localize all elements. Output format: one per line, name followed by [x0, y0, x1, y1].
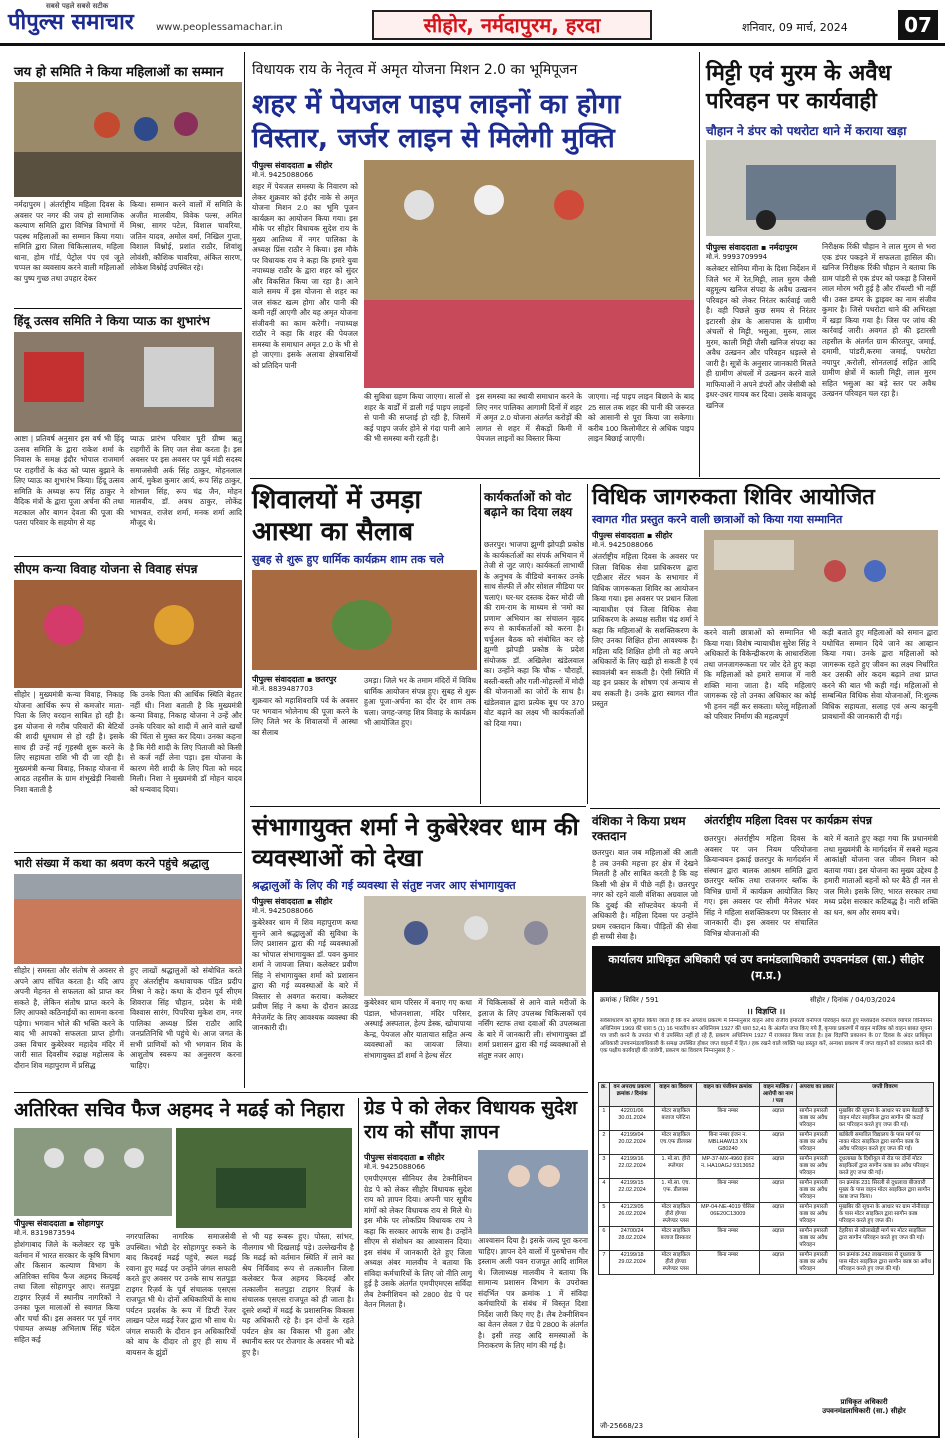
headline-hindu: हिंदू उत्सव समिति ने किया प्याऊ का शुभारंभ — [14, 314, 210, 328]
photo-women-honour — [14, 82, 242, 197]
byline-place: सीहोर — [315, 161, 333, 170]
byline-place: नर्मदापुरम — [769, 243, 798, 252]
body-vidhik-1: अंतर्राष्ट्रीय महिला दिवस के अवसर पर जिला विधिक सेवा प्राधिकरण द्वारा एडीआर सेंटर भवन के सभागार में विधिक जागरूकता शिविर का आयोजन किया गया। इस अवसर पर प्रधान जिला न्यायाधीश एवं जिला विधिक सेवा प्राधिकरण के अध्यक्ष सतीश चंद्र शर्मा ने कहा कि महिलाओं के सशक्तिकरण के लिए उनका शिक्षित होना आवश्यक है। महिला यदि शिक्षित होगी तो वह अपने अधिकारों के लिए खड़ी हो सकती है एवं स्वावलंबी बन सकती है। ऐसी स्थिति में वह इन प्रकार के शोषण एवं अन्याय से बच सकती है। उनके द्वारा स्वागत गीत प्रस्तुत — [592, 552, 698, 708]
photo-bhoomi-pujan — [364, 160, 694, 388]
column-divider — [699, 52, 700, 477]
headline-cm-vivah: सीएम कन्या विवाह योजना से विवाह संपन्न — [14, 562, 198, 576]
body-mining-2: निरीक्षक रिंकी चौहान ने लाल मुरम से भरा एक डंपर पकड़ने में सफलता हासिल की। खनिज निरीक्षक रिंकी चौहान ने बताया कि ग्राम पांडरी से एक डंपर को पकड़ा है जिसमें लाल मोरम भरी हुई है और रॉयल्टी भी नहीं थी। उक्त डम्पर के ड्राइवर का नाम संजीव कुमार है। जिसे पथरोटा थाने की अभिरक्षा में खड़ा किया गया है। जिस पर जांच की कार्रवाई जारी। अवगत हो की इटारसी तहसील के अंतर्गत ग्राम कीरतपुर, जमाई, दमामी, पांडरी,करमा जमाई, पथरोटा नयापुर ,करोली, सोनतलाई सहित आदि ग्रामीण क्षेत्रों में काली मिट्टी, लाल मुरम सहित भसुआ का बड़े स्तर पर अवैध उत्खनन परिवहन चल रहा है। — [822, 242, 936, 398]
byline-place: छतरपुर — [315, 675, 337, 684]
body-vidhik-3: कड़ी बताते हुए महिलाओं को समान द्वारा यथोचित सम्मान दिये जाने का आव्हान किया गया। उनके द्वारा महिलाओं को जागरूक रहते हुए जीवन का लक्ष्य निर्धारित कर उसकी ओर कदम बढ़ाने तथा प्राप्त करने की बात भी कही गई। महिलाओं से सम्बन्धित विधिक सेवा योजनाओं, नि:शुल्क विधिक सहायता, सलाह एवं अन्य कानूनी प्रावधानों की जानकारी दी गई। — [822, 628, 938, 721]
photo-dumper — [706, 140, 936, 236]
section-rule — [14, 556, 242, 557]
notice-cell: 6 — [599, 1227, 610, 1251]
byline-phone: मो.नं. 9425088066 — [592, 541, 654, 549]
kicker-pipeline: विधायक राय के नेतृत्व में अमृत योजना मिशन 2.0 का भूमिपूजन — [252, 62, 578, 78]
region-banner: सीहोर, नर्मदापुरम, हरदा — [372, 10, 652, 40]
notice-cell: सागौन इमारती काष्ठ का अवैध परिवहन — [797, 1251, 837, 1275]
notice-cell: अज्ञात — [759, 1203, 797, 1227]
notice-cell: MP-37-MX-4960 इंजन न. HA10AGJ 9313652 — [696, 1155, 759, 1179]
headline-commissioner: संभागायुक्त शर्मा ने कुबेरेश्वर धाम की व्यवस्थाओं को देखा — [252, 813, 579, 872]
notice-cell: सागौन इमारती काष्ठ का अवैध परिवहन — [797, 1227, 837, 1251]
byline-name: पीपुल्स संवाददाता — [252, 897, 305, 906]
notice-cell: अज्ञात — [759, 1179, 797, 1203]
byline-commissioner: पीपुल्स संवाददाता ▪ सीहोर मो.नं. 9425088066 — [252, 896, 372, 916]
body-faiz-3: से भी यह रूबरू हुए। पोस्ता, सांभर, नीलगाय भी दिखलाई पड़े। उल्लेखनीय है कि मढई को वर्तमान स्थिति में लाने का श्रेय निर्विवाद रूप से तत्कालीन जिला कलेक्टर फैज अहमद किदवई और तत्कालीन सतपुड़ा टाइगर रिज़र्व के संचालक एसएस राजपूत को ही जाता है। दूसरे शब्दों में मढई के प्रशासनिक विकास यह अधिकारी रहे है। इन दोनों के रहते पर्यटन क्षेत्र का विकास भी हुआ और स्थानीय स्तर पर रोजगार के अवसर भी बढे हुए है। — [242, 1232, 354, 1357]
byline-name: पीपुल्स संवाददाता — [364, 1153, 417, 1162]
headline-mining: मिट्टी एवं मुरम के अवैध परिवहन पर कार्यवाही — [706, 61, 892, 114]
byline-place: सोहागपुर — [77, 1219, 104, 1228]
photo-vidhik-camp — [704, 530, 938, 626]
notice-header-cell: वाहन का पंजीयन क्रमांक — [696, 1083, 759, 1107]
subhead-shivalaya: सुबह से शुरू हुए धार्मिक कार्यक्रम शाम तक चले — [252, 553, 444, 566]
subhead-mining: चौहान ने डंपर को पथरोटा थाने में कराया खड़ा — [706, 124, 907, 138]
notice-title: कार्यालय प्राधिकृत अधिकारी एवं उप वनमंडलाधिकारी उपवनमंडल (सा.) सीहोर (म.प्र.) — [594, 948, 938, 992]
body-katha-2: हुए लाखों श्रद्धालुओं को संबोधित करते हुए अंतर्राष्ट्रीय कथावाचक पंडित प्रदीप मिश्रा ने कहे। कथा के दौरान पूर्व सीएम शिवराज सिंह चौहान, प्रदेश के मंत्री विश्वास सारंग, पिपरिया मुकेश राम, नगर पालिका अध्यक्ष प्रिंस राठौर आदि जनप्रतिनिधि भी पहुंचे थे। आज जगत के सभी प्राणियों को भी भगवान शिव के आशुतोष स्वरूप का अनुसरण करना चाहिए। — [130, 966, 242, 1070]
photo-crowd — [14, 874, 242, 964]
body-faiz-2: नगरपालिका नागरिक समाजसेवी उपस्थित। भोडी देर सोहागपुर रुकने के बाद किदवई मढई पहुंचे, स्थल मढई रवाना हुए मढई पर उन्होंने जंगल सफारी करते हुए अवसर पर उनके साथ सतपुड़ा टाइगर रिज़र्व के पूर्व संचालक एसएस राजपूत भी थे। दोनों अधिकारियों के साथ पर्यटन प्रदर्शक के रूप में डिप्टी रेंजर लाखन पटेल मढई रेंजर द्वारा भी साथ थे। जंगल सफारी के दौरान इन अधिकारियों को बाघ के दीदार तो हुए ही साथ में बायसन के झुंडों — [126, 1232, 236, 1357]
body-mining-1: कलेक्टर सोनिया मीना के दिशा निर्देशन में जिले भर में रेत,मिट्टी, लाल मुरम जैसी बहुमूल्य खनिज संपदा के अवैध उत्खनन परिवहन को लेकर निरंतर कार्रवाई जारी है। वही पिछले कुछ समय से निरंतर इटारसी क्षेत्र के आसपास के ग्रामीण अंचलों से मिट्टी, भसुआ, मुरुम, लाल मुरम, काली मिट्टी जैसी खनिज संपदा का अवैध उत्खनन और परिवहन धड़ल्ले से जारी है। सूत्रों के अनुसार जानकारी मिलते ही ग्रामीण अंचलों में उत्खनन करने वाले माफियाओं ने अपने डंपरों और जेसीबी को इधर-उधर गायब कर दिया। उसके बावजूद खनिज — [706, 264, 816, 410]
notice-row — [599, 1107, 934, 1131]
photo-wedding — [14, 580, 242, 688]
notice-cell: 24700/24 28.02.2024 — [609, 1227, 655, 1251]
notice-row — [599, 1179, 934, 1203]
byline-faiz: पीपुल्स संवाददाता ▪ सोहागपुर मो.नं. 8319873594 — [14, 1218, 172, 1238]
notice-subject: ।। विज्ञप्ति ।। — [746, 1007, 786, 1016]
photo-pyau — [14, 332, 242, 432]
section-rule — [590, 808, 940, 809]
notice-table-wrap — [598, 1082, 934, 1275]
body-pipeline-2: की सुविधा ग्रहण किया जाएगा। सालों से शहर के वार्डों में डाली गई पाइप लाइनों से पानी की सप्लाई हो रही है, जिसमें कई पाइप जर्जर होने से गंदा पानी आने की भी समस्या बनी रहती है। — [364, 392, 470, 443]
body-mahila-2: बारे में बताते हुए कहा गया कि प्रधानमंत्री तथा मुख्यमंत्री के मार्गदर्शन में सबसे महत्व आकांक्षी योजना जल जीवन मिशन को बताया गया। इस योजना का मुख्य उद्देश्य है हमारी माताओं बहनों को घर बैठे ही नल से जल मिले। इसके लिए, भारत सरकार तथा मध्य प्रदेश सरकार कटिबद्ध है। नारी शक्ति का धन, श्रम और समय बचे। — [824, 834, 938, 917]
notice-header-cell: जप्ती विवरण — [836, 1083, 933, 1107]
notice-cell: बिना नम्बर इंजन न. MBLHAW13 XN G80240 — [696, 1131, 759, 1155]
notice-cell: 4 — [599, 1179, 610, 1203]
byline-phone: मो.नं. 9993709994 — [706, 253, 768, 261]
byline-vidhik: पीपुल्स संवाददाता ▪ सीहोर मो.नं. 9425088066 — [592, 530, 712, 550]
body-gradepay-1: एमपीएमएस सीनियर लैब टेक्नीशियन ग्रेड पे को लेकर सीहोर विधायक सुदेश राय को ज्ञापन दिया। अपनी चार सूत्रीय मांगों को लेकर विधायक राय से मिले थे। इस मौके पर लोकप्रिय विधायक राय ने कहा कि सरकार आपके साथ है। उन्होंने सीएम से संशोधन का आश्वासन दिया। इस संबंध में जानकारी देते हुए जिला अध्यक्ष अंबर मालवीय ने बताया कि संविदा कर्मचारियों के लिए जो नीति लागू हुई है उसके अंतर्गत एमपीएमएस सर्विदा लैब टेक्नीशियन को 2800 ग्रेड पे पर वेतन मिलता है। — [364, 1174, 472, 1309]
byline-name: पीपुल्स संवाददाता — [592, 531, 645, 540]
notice-cell: अज्ञात — [759, 1155, 797, 1179]
notice-cell: अज्ञात — [759, 1131, 797, 1155]
notice-cell: वन क्रमांक 231 सिरली से दूधलावा बीजवारी मुख्य के पास वाहन मोटर साइकिल द्वारा सागौन काष्ठ जप्त किया। — [836, 1179, 933, 1203]
byline-phone: मो.नं. 9425088066 — [364, 1163, 426, 1171]
notice-table — [598, 1082, 934, 1275]
headline-blood: वंशिका ने किया प्रथम रक्तदान — [592, 814, 686, 843]
notice-ref-right: सीहोर / दिनांक / 04/03/2024 — [810, 996, 896, 1004]
photo-gradepay — [478, 1150, 588, 1234]
byline-place: सीहोर — [427, 1153, 445, 1162]
body-mahila-1: छतरपुर। अंतर्राष्ट्रीय महिला दिवस के अवसर पर जन नियम परियोजना क्रियान्वयन इकाई छतरपुर के मार्गदर्शन में संस्थान द्वारा बालक आश्रम समिति द्वारा छतरपुर ब्लॉक तथा राजनगर ब्लॉक के विभिन्न ग्रामों में कार्यक्रम आयोजित किए गए। इस अवसर पर सीमी मैनेजर भंवर सिंह ने महिला सशक्तिकरण पर विस्तार से जानकारी दी। इस अवसर पर संचालित विभिन्न योजनाओं की — [704, 834, 818, 938]
body-hindu-1: आष्टा | प्रतिवर्ष अनुसार इस वर्ष भी हिंदू उत्सव समिति के द्वारा राकेश शर्मा के निवास के समक्ष इंदौर भोपाल राजमार्ग पर राहगीरों के कंठ को प्यास बुझाने के लिए प्याऊ का शुभारंभ किया। हिंदू उत्सव समिति के अध्यक्ष रूप सिंह ठाकुर ने वैदिक मंत्रों के द्वारा पूजा अर्चना की तथा मटकाल और बागन देवता की पूजा की पतरा परिवार के सहयोग से यह — [14, 434, 124, 527]
notice-cell: मोटर साइकिल एच.एफ डीलक्स — [655, 1131, 697, 1155]
body-pipeline-4: जाएगा। नई पाइप लाइन बिछाने के बाद 25 साल तक शहर की पानी की जरूरत को आसानी से पूरा किया जा सकेगा। करीब 100 किलोमीटर से अधिक पाइप लाइन बिछाई जाएगी। — [588, 392, 694, 443]
notice-code: जी-25668/23 — [600, 1422, 644, 1430]
notice-cell: 1. मो.सा. हीरो स्प्लेण्डर — [655, 1155, 697, 1179]
body-commissioner-2: कुबेरेश्वर धाम परिसर में बनाए गए कथा पंडाल, भोजनशाला, मंदिर परिसर, अस्थाई अस्पताल, हेल्प डेस्क, खोयापाया केन्द्र, पेयजल और यातायात सहित अन्य व्यवस्थाओं का जायजा लिया। संभागायुक्त डॉ शर्मा ने हेल्थ सेंटर — [364, 998, 472, 1060]
notice-cell: 1 — [599, 1107, 610, 1131]
byline-name: पीपुल्स संवाददाता — [252, 675, 305, 684]
notice-cell: मोटर साइकिल हीरो होण्डा स्प्लेण्डर प्लस — [655, 1251, 697, 1275]
notice-header-cell: वाहन मालिक / आरोपी का नाम / पता — [759, 1083, 797, 1107]
notice-cell: सागौन इमारती काष्ठ का अवैध परिवहन — [797, 1131, 837, 1155]
notice-cell: 3 — [599, 1155, 610, 1179]
notice-header-cell: वाहन का विवरण — [655, 1083, 697, 1107]
byline-name: पीपुल्स संवाददाता — [252, 161, 305, 170]
column-divider — [480, 484, 481, 804]
section-rule — [14, 308, 242, 309]
notice-cell: अज्ञात — [759, 1227, 797, 1251]
byline-phone: मो.नं. 8319873594 — [14, 1229, 76, 1237]
body-hindu-2: प्याऊ प्रारंभ परिवार पूरी ग्रीष्म ऋतु राहगीरों के लिए जल सेवा करता है। इस अवसर पर इस अवसर पर पूर्व मंडी सदस्य समाजसेवी अर्क सिंह ठाकुर, मोहनलाल आर्य, मुकेश कुमार आर्य, रूप सिंह ठाकुर, शोभाल सिंह, रूप चंद्र जैन, मोहन मालवीय, डॉ. अवध ठाकुर, लोकेंद्र भाभवत, राजेश शर्मा, मनक शर्मा आदि मौजूद थे। — [130, 434, 242, 527]
notice-cell: सागौन इमारती काष्ठ का अवैध परिवहन — [797, 1107, 837, 1131]
notice-cell: बिना नम्बर — [696, 1227, 759, 1251]
masthead — [0, 0, 945, 46]
notice-cell: MP-04-NE-4019 चेसिस 06E20C13009 — [696, 1203, 759, 1227]
website-url: www.peoplessamachar.in — [156, 22, 283, 33]
notice-cell: 42199/15 22.02.2024 — [609, 1179, 655, 1203]
byline-phone: मो.नं. 9425088066 — [252, 171, 314, 179]
notice-row — [599, 1131, 934, 1155]
notice-cell: मुखबिर की सूचना के आधार पर ग्राम नोनीवाड़ा के पास मोटर साइकिल द्वारा सागौन काष्ठ परिवहन करते हुए जप्त की। — [836, 1203, 933, 1227]
headline-karyakarta: कार्यकर्ताओं को वोट बढ़ाने का दिया लक्ष्य — [484, 490, 573, 519]
byline-gradepay: पीपुल्स संवाददाता ▪ सीहोर मो.नं. 9425088066 — [364, 1152, 484, 1172]
headline-gradepay: ग्रेड पे को लेकर विधायक सुदेश राय को सौंपा ज्ञापन — [364, 1097, 578, 1143]
notice-cell: 7 — [599, 1251, 610, 1275]
section-rule — [250, 478, 940, 479]
section-rule — [250, 806, 586, 807]
section-rule — [14, 852, 242, 853]
notice-cell: वन क्रमांक 242 लाखनवास से दूधलावा के पास मोटर साइकिल द्वारा सागौन काष्ठ का अवैध परिवहन करते हुए जप्त की गई। — [836, 1251, 933, 1275]
headline-pipeline: शहर में पेयजल पाइप लाइनों का होगा विस्तार, जर्जर लाइन से मिलेगी मुक्ति — [252, 89, 621, 154]
body-katha-1: सीहोर | समस्ता और संतोष से अवसर से अपने आप संचित करता है। यदि आप अपनी मेहनत से सफलता को प्राप्त कर सकते है, लेकिन संतोष प्राप्त करने के लिए आपको कठिनाईयों का सामना करना पड़ेगा। भगवान भोले की भक्ति करने के बाद भी आपको सफलता प्राप्त होगी। उक्त विचार कुबेरेश्वर महादेव मंदिर में जारी सात दिवसीय रुद्राक्ष महोत्सव के दौरान शिव महापुराण में प्रसिद्ध — [14, 966, 124, 1070]
photo-commissioner — [364, 896, 586, 996]
column-divider — [587, 484, 588, 804]
body-blood: छतरपुर। बात जब महिलाओं की आती है तब उनकी महत्ता हर क्षेत्र में देखने मिलती है और साबित करती है कि वह किसी भी क्षेत्र में पीछे नहीं है। छतरपुर नगर को रहने वाली वंशिका अग्रवाल जो कि दुबई की सॉफ्टवेयर कंपनी में अधिकारी है। महिला दिवस पर उन्होंने प्रथम रक्तदान किया। पीड़ितों की सेवा ही सच्ची सेवा है। — [592, 848, 698, 941]
subhead-commissioner: श्रद्धालुओं के लिए की गई व्यवस्था से संतुष्ट नजर आए संभागायुक्त — [252, 879, 516, 892]
photo-faiz-group — [14, 1128, 172, 1216]
logo-tagline: सबसे पहले सबसे सटीक — [46, 2, 109, 10]
photo-safari-jeep — [176, 1128, 352, 1228]
notice-cell: 1. मो.सा. एच. एफ. डीलक्स — [655, 1179, 697, 1203]
signature-title: प्राधिकृत अधिकारी — [840, 1398, 888, 1406]
byline-shivalaya: पीपुल्स संवाददाता ▪ छतरपुर मो.नं. 8839487703 — [252, 674, 372, 694]
notice-cell: मुखबिर की सूचना के आधार पर ग्राम बेडाड़ी के वाहन मोटर साइकिल द्वारा सागौन की कटाई कर परिवहन करते हुए जप्त की गई। — [836, 1107, 933, 1131]
govt-notice — [592, 946, 940, 1438]
notice-row — [599, 1251, 934, 1275]
body-cm-1: सीहोर | मुख्यमंत्री कन्या विवाह, निकाह योजना आर्थिक रूप से कमजोर माता-पिता के लिए वरदान साबित हो रही है। इस योजना से गरीब परिवारों की बेटियों की शादी धूमधाम से हो रही है। इसके साथ ही उन्हें नई गृहस्थी शुरू करने के लिए सहायता राशि भी दी जा रही है। मुख्यमंत्री कन्या विवाह, निकाह योजना में आदठ तहसील के ग्राम शंभूखेड़ी निवासी निशा बताती है — [14, 690, 124, 794]
logo-text: पीपुल्स समाचार — [8, 10, 134, 35]
body-pipeline-1: शहर में पेयजल समस्या के निवारण को लेकर शुक्रवार को इंदौर नाके से अमृत योजना मिशन 2.0 का भूमि पूजन कार्यक्रम का आयोजन किया गया। इस मौके पर सीहोर विधायक सुदेश राय के मुख्य आतिथ्य में नगर पालिका के अध्यक्ष प्रिंस राठौर ने किया। इस मौके पर विधायक राय ने कहा कि हमारे युवा नपाध्यक्ष राठौर के द्वारा शहर को सुंदर और विकसित किया जा रहा है। आने वाले समय में इस योजना से शहर का जल संकट खत्म होगा और पानी की कमी नहीं आएगी और यह अमृत योजना संजीवनी का काम करेगी। नपाध्यक्ष राठौर ने कहा कि शहर की पेयजल समस्या के समाधान अमृत 2.0 के भी से हो जाएगा। इसके अलावा क्षेत्रवासियों को प्रतिदिन पानी — [252, 182, 358, 370]
notice-cell: 42199/04 20.02.2024 — [609, 1131, 655, 1155]
notice-cell: अज्ञात — [759, 1107, 797, 1131]
notice-cell: मोटर साइकिल हीरो होण्डा स्प्लेण्डर प्लस — [655, 1203, 697, 1227]
notice-row — [599, 1155, 934, 1179]
body-shivalaya-1: शुक्रवार को महाशिवरात्रि पर्व के अवसर पर भगवान भोलेनाथ की पूजा करने के लिए जिले भर के शिवालयों में आस्था का सैलाब — [252, 696, 358, 737]
notice-cell: देहरिया से कोलाखेड़ी मार्ग पर मोटर साइकिल द्वारा सागौन परिवहन करते हुए जप्त की गई। — [836, 1227, 933, 1251]
notice-cell: मोटर साइकिल बजाज डिस्कवर — [655, 1227, 697, 1251]
notice-header-cell: वन अपराध प्रकरण क्रमांक / दिनांक — [609, 1083, 655, 1107]
notice-cell: बिना नम्बर — [696, 1251, 759, 1275]
headline-shivalaya: शिवालयों में उमड़ा आस्था का सैलाब — [252, 485, 422, 547]
body-women-2: किया। सम्मान करने वालों में समिति के अजीत मालवीय, विवेक पल्स, अमित मिश्रा, सागर पटेल, विशाल चावरिया, जतिन यादव, अमोल वर्मा, निखिल गुप्ता, विशाल विश्नोई, प्रशांत राठौर, शिवांशु लोवंशी, कौशिक चावरिया, अंकित सारण, लोकेश विश्नोई उपस्थित रहे। — [130, 200, 242, 272]
body-commissioner-3: में चिकित्सकों से आने वाले मरीजों के इलाज के लिए उपलब्ध चिकित्सकों एवं नर्सिंग स्टाफ तथा दवाओं की उपलब्धता के बारे में जानकारी ली। संभागायुक्त डॉ शर्मा प्रशासन द्वारा की गई व्यवस्थाओं से संतुष्ट नजर आए। — [478, 998, 586, 1060]
notice-cell: अज्ञात — [759, 1251, 797, 1275]
headline-vidhik: विधिक जागरुकता शिविर आयोजित — [592, 485, 875, 510]
page-number: 07 — [898, 10, 938, 40]
body-karyakarta: छतरपुर। भाजपा झुग्गी झोपड़ी प्रकोष्ठ के कार्यकर्ताओं का संपर्क अभियान में तेजी से जुट जाएं। कार्यकर्ता लाभार्थी के अनुभव के वीडियो बनाकर उनके साथ सेल्फी लें और सोशल मीडिया पर चलाएं। घर-घर दस्तक देकर मोदी जी की राम-राम के माध्यम से 'नमो का प्रणाम' अभियान का संचालन वृहद रूप से कार्यकर्ताओं को करना है। चर्चुअल बैठक को संबोधित कर रहे झुग्गी झोपड़ी प्रकोष्ठ के प्रदेश संयोजक डॉ. अखिलेश खंडेलवाल का। उन्होंने कहा कि चौक - चौराहों, बस्ती-बस्ती और गली-मोहल्लों में मोदी की योजनाओं का जोरों के साथ है। खंडेलवाल द्वारा प्रत्येक बूथ पर 370 वोट बढ़ाने का लक्ष्य भी कार्यकर्ताओं को दिया गया। — [484, 540, 584, 728]
notice-cell: बर्डबेली समावित विद्यालय के पास मार्ग पर नाका मोटर साइकिल द्वारा सागौन काष्ठ के अवैध परिवहन करते हुए जप्त की गई। — [836, 1131, 933, 1155]
notice-cell: सागौन इमारती काष्ठ का अवैध परिवहन — [797, 1155, 837, 1179]
body-faiz-1: होशंगाबाद जिले के कलेक्टर रह चुके वर्तमान में भारत सरकार के कृषि विभाग और किसान कल्याण विभाग के अतिरिक्त सचिव फैज अहमद किदवई तथा जिला सोहागपुर आए। सतपुड़ा टाइगर रिज़र्व में स्थानीय नागरिकों ने उनका फूल मालाओं से स्वागत किया और चर्चा की। इस अवसर पर पूर्व नगर पंचायत अध्यक्ष अभिलाष सिंह चंदेल सहित कई — [14, 1240, 120, 1344]
subhead-vidhik: स्वागत गीत प्रस्तुत करने वाली छात्राओं को किया गया सम्मानित — [592, 513, 843, 526]
notice-cell: सागौन इमारती काष्ठ का अवैध परिवहन — [797, 1179, 837, 1203]
byline-phone: मो.नं. 8839487703 — [252, 685, 314, 693]
notice-body: सर्वसाधारण को सूचित किया जाता है कि वन अपराध प्रकरण में निम्नानुसार वाहन अधि राजीव इमारती वनोपज परिवहन करते हुए मध्यप्रदेश वनोपज व्यापार विनियमन अधिनियम 1969 की धारा 5 (1) 16 भारतीय वन अधिनियम 1927 की धारा 52,41 के अंतर्गत जप्त किए गये हैं, कृपया प्रकरणों में वाहन मालिक को वाहन बाबत सूचना पत्र जारी करने के उपरांत भी वे उपस्थित नहीं हो रहे हैं, प्रकरण अधिनियम 1927 में राजसात किया जाता है। इस विज्ञप्ति प्रकाशन के 07 दिवस के अंदर प्राधिकृत अधिकारी उपवनमंडलाधिकारी के समक्ष उपस्थित होकर जप्त वाहनों में हित / हक रखने वाले व्यक्ति पक्ष प्रस्तुत करें, अन्यथा प्रकरण में जप्त वाहनों को राजसात करने की एक पक्षीय कार्यवाही की जावेगी, प्रकरण का विवरण निम्नानुसार है :- — [600, 1018, 932, 1055]
notice-cell: 42123/05 26.02.2024 — [609, 1203, 655, 1227]
headline-katha: भारी संख्या में कथा का श्रवण करने पहुंचे श्रद्धालु — [14, 857, 209, 870]
notice-cell: दूधलाखा के दिशीयूल से रोड पर दोनों मोटर साइकिलों द्वारा सागौन काष्ठ का अवैध परिवहन करते हुए जप्त की गई। — [836, 1155, 933, 1179]
signature-office: उपवनमंडलाधिकारी (सा.) सीहोर — [822, 1407, 906, 1415]
column-divider — [358, 1098, 359, 1438]
notice-ref-left: क्रमांक / शिविर / 591 — [600, 996, 659, 1004]
notice-cell: 2 — [599, 1131, 610, 1155]
newspaper-logo — [8, 2, 134, 36]
byline-mining: पीपुल्स संवाददाता ▪ नर्मदापुरम मो.नं. 9993709994 — [706, 242, 816, 262]
body-pipeline-3: इस समस्या का स्थायी समाधान करने के लिए नगर पालिका आगामी दिनों में शहर में अमृत 2.0 योजना अंतर्गत करोड़ों की लागत से शहर में सैकड़ों किमी में पेयजल लाइनों का विस्तार किया — [476, 392, 582, 443]
byline-pipeline: पीपुल्स संवाददाता ▪ सीहोर मो.नं. 9425088066 — [252, 160, 362, 180]
notice-cell: 5 — [599, 1203, 610, 1227]
body-cm-2: कि उनके पिता की आर्थिक स्थिति बेहतर नहीं थी। निशा बताती है कि मुख्यमंत्री कन्या विवाह, निकाह योजना ने उन्हें और उनके परिवार को शादी में आने वाले खर्चों की चिंता से मुक्त कर दिया। उनका कहना है कि मेरी शादी के लिए पिताजी को किसी से कर्ज नहीं लेना पड़ा। इस योजना के कारण मेरी शादी के लिए पिता को मदद मिली। निशा ने मुख्यमंत्री डॉ मोहन यादव को धन्यवाद दिया। — [130, 690, 242, 794]
notice-signature — [794, 1398, 934, 1416]
headline-faiz: अतिरिक्त सचिव फैज अहमद ने मढई को निहारा — [14, 1099, 345, 1121]
byline-name: पीपुल्स संवाददाता — [706, 243, 759, 252]
byline-name: पीपुल्स संवाददाता — [14, 1219, 67, 1228]
headline-women: जय हो समिति ने किया महिलाओं का सम्मान — [14, 65, 224, 80]
section-rule — [14, 1092, 588, 1093]
column-divider — [244, 52, 245, 1088]
body-vidhik-2: करने वाली छात्राओं को सम्मानित भी किया गया। विशेष न्यायाधीश सुरेश सिंह ने अधिकारों के विकेन्द्रीकरण के आधारशिला तथा जनजागरूकता पर जोर देते हुए कहा कि महिलाओं को हमारे समाज में नारी शक्ति माना जाता है। यदि महिलाएं जागरूक रहे तो उनका अधिकार का कोई भी हनन नहीं कर सकता। घरेलू महिलाओं को परिवार निर्माण की महत्वपूर्ण — [704, 628, 816, 721]
byline-place: सीहोर — [655, 531, 673, 540]
body-shivalaya-2: उमड़ा। जिले भर के तमाम मंदिरों में विविध धार्मिक आयोजन संपन्न हुए। सुबह से शुरू हुआ पूजा-अर्चना का दौर देर शाम तक चला। जगह-जगह शिव विवाह के कार्यक्रम भी आयोजित हुए। — [364, 676, 476, 727]
photo-shivling — [252, 570, 477, 670]
byline-place: सीहोर — [315, 897, 333, 906]
notice-header-cell: क्र. — [599, 1083, 610, 1107]
notice-cell: 42199/16 22.02.2024 — [609, 1155, 655, 1179]
issue-date: शनिवार, 09 मार्च, 2024 — [742, 21, 848, 34]
body-gradepay-2: आश्वासन दिया है। इसके जल्द पूरा करना चाहिए। ज्ञापन देने वालों में पुरुषोत्तम गौर इस्लाम अली पवन राजपूत आदि शामिल थे। जिलाध्यक्ष मालवीय ने बताया कि सामान्य प्रशासन विभाग के उपरोक्त संदर्भित पत्र क्रमांक 1 में संविदा कर्मचारियों के संबंध में विस्तृत दिशा निर्देश जारी किए गए है। लैब टेक्नीशियन का वेतन लेवल 7 ग्रेड पे 2800 के अंतर्गत है। इसी तरह आदि समस्याओं के निराकरण के लिए मांग की गई है। — [478, 1236, 588, 1350]
notice-cell: 42199/18 29.02.2024 — [609, 1251, 655, 1275]
notice-cell: 42201/06 30.01.2024 — [609, 1107, 655, 1131]
byline-phone: मो.नं. 9425088066 — [252, 907, 314, 915]
body-commissioner-1: कुबेरेश्वर धाम में शिव महापुराण कथा सुनने आने श्रद्धालुओं की सुविधा के लिए प्रशासन द्वारा की गई व्यवस्थाओं का भोपाल संभागायुक्त डॉ. पवन कुमार शर्मा ने जायजा लिया। कलेक्टर प्रवीण सिंह ने संभागायुक्त शर्मा को प्रशासन द्वारा की गई व्यवस्थाओं के बारे में विस्तार से अवगत कराया। कलेक्टर प्रवीण सिंह ने कथा के दौरान क्राउड मैनेजमेंट के लिए आवश्यक व्यवस्था की जानकारी दी। — [252, 918, 358, 1032]
notice-cell: बिना नम्बर — [696, 1107, 759, 1131]
headline-mahila: अंतर्राष्ट्रीय महिला दिवस पर कार्यक्रम संपन्न — [704, 814, 873, 827]
notice-cell: सागौन इमारती काष्ठ का अवैध परिवहन — [797, 1203, 837, 1227]
notice-row — [599, 1203, 934, 1227]
notice-cell: बिना नम्बर — [696, 1179, 759, 1203]
notice-header-cell: अपराध का प्रकार — [797, 1083, 837, 1107]
notice-row — [599, 1227, 934, 1251]
body-women-1: नर्मदापुरम | अंतर्राष्ट्रीय महिला दिवस के अवसर पर नगर की जय हो सामाजिक कल्याण समिति द्वारा विभिन्न विभागों में पदस्थ महिलाओं का सम्मान किया गया। समिति द्वारा जिला चिकित्सालय, महिला थाना, होम गॉर्ड, पेट्रोल पंप एवं जूते चप्पल का व्यवसाय करने वाली महिलाओं का पुष्प गुच्छ तथा उपहार देकर — [14, 200, 124, 283]
notice-cell: मोटर साइकिल बजाज प्लेटिना — [655, 1107, 697, 1131]
